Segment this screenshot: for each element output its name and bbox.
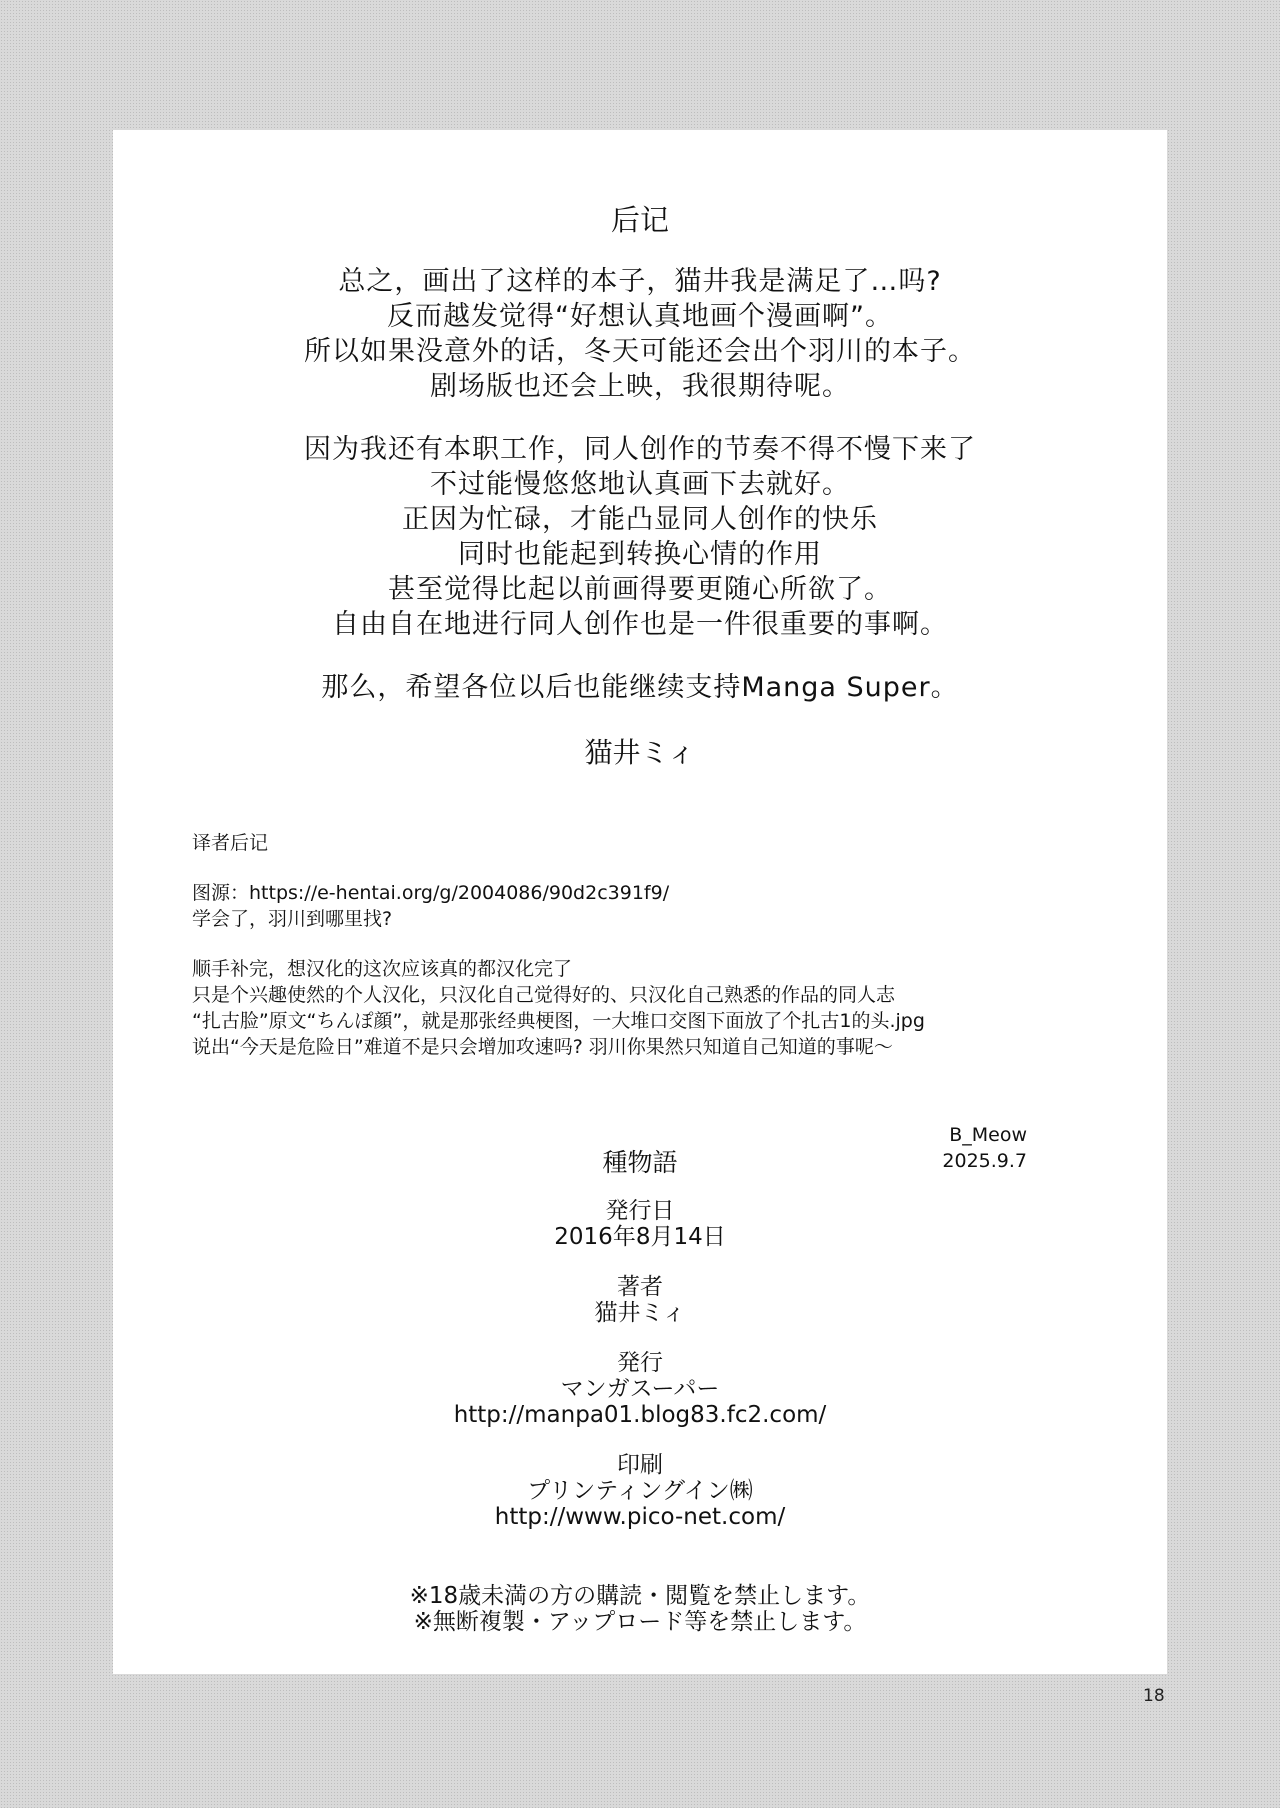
colophon-label: 著者 bbox=[617, 1274, 663, 1300]
page bbox=[113, 130, 1167, 1674]
text-line: 不过能慢悠悠地认真画下去就好。 bbox=[430, 469, 850, 500]
text-line: “扎古脸”原文“ちんぽ顔”，就是那张经典梗图，一大堆口交图下面放了个扎古1的头.jpg bbox=[192, 1010, 925, 1032]
translator-notes bbox=[192, 830, 1092, 1084]
text-line: 说出“今天是危险日”难道不是只会增加攻速吗? 羽川你果然只知道自己知道的事呢～ bbox=[192, 1036, 893, 1058]
text-line: 学会了，羽川到哪里找? bbox=[192, 908, 393, 930]
colophon-label: 発行 bbox=[617, 1350, 663, 1376]
text-line: 顺手补完，想汉化的这次应该真的都汉化完了 bbox=[192, 958, 573, 980]
afterword-paragraph-2 bbox=[113, 432, 1167, 642]
colophon-value: マンガスーパー bbox=[560, 1376, 720, 1402]
colophon-label: 印刷 bbox=[617, 1452, 663, 1478]
author-signature: 猫井ミィ bbox=[584, 736, 696, 769]
text-line: 总之，画出了这样的本子，猫井我是满足了…吗? bbox=[338, 266, 942, 297]
translator-name: B_Meow bbox=[949, 1124, 1027, 1146]
text-line: 正因为忙碌，才能凸显同人创作的快乐 bbox=[402, 504, 878, 535]
colophon-title: 種物語 bbox=[602, 1148, 678, 1177]
text-line: 只是个兴趣使然的个人汉化，只汉化自己觉得好的、只汉化自己熟悉的作品的同人志 bbox=[192, 984, 896, 1006]
afterword-paragraph-3 bbox=[113, 670, 1167, 705]
legal-notice bbox=[113, 1583, 1167, 1635]
notice-line: ※18歳未満の方の購読・閲覧を禁止します。 bbox=[409, 1583, 871, 1609]
colophon bbox=[113, 1150, 1167, 1554]
notice-line: ※無断複製・アップロード等を禁止します。 bbox=[413, 1609, 867, 1635]
colophon-value: 猫井ミィ bbox=[594, 1300, 686, 1326]
colophon-author bbox=[113, 1274, 1167, 1326]
colophon-url: http://manpa01.blog83.fc2.com/ bbox=[453, 1402, 827, 1428]
translator-notes-paragraph-1 bbox=[192, 880, 1092, 932]
afterword-paragraph-1 bbox=[113, 264, 1167, 404]
colophon-printer bbox=[113, 1452, 1167, 1530]
colophon-value: 2016年8月14日 bbox=[554, 1224, 726, 1250]
text-line: 同时也能起到转换心情的作用 bbox=[458, 539, 822, 570]
colophon-label: 発行日 bbox=[605, 1198, 675, 1224]
text-line: 所以如果没意外的话，冬天可能还会出个羽川的本子。 bbox=[304, 336, 976, 367]
text-line: 反而越发觉得“好想认真地画个漫画啊”。 bbox=[387, 301, 893, 332]
text-line: 自由自在地进行同人创作也是一件很重要的事啊。 bbox=[332, 609, 948, 640]
colophon-value: プリンティングイン㈱ bbox=[527, 1478, 753, 1504]
text-line: 因为我还有本职工作，同人创作的节奏不得不慢下来了 bbox=[304, 434, 976, 465]
text-line: 那么，希望各位以后也能继续支持Manga Super。 bbox=[321, 672, 959, 703]
colophon-publish-date bbox=[113, 1198, 1167, 1250]
source-line: 图源：https://e-hentai.org/g/2004086/90d2c391f9/ bbox=[192, 882, 670, 904]
translator-notes-paragraph-2 bbox=[192, 956, 1092, 1060]
page-number: 18 bbox=[1143, 1686, 1165, 1706]
translator-date: 2025.9.7 bbox=[942, 1150, 1027, 1172]
text-line: 甚至觉得比起以前画得要更随心所欲了。 bbox=[388, 574, 892, 605]
afterword bbox=[113, 200, 1167, 773]
text-line: 剧场版也还会上映，我很期待呢。 bbox=[430, 371, 850, 402]
afterword-title: 后记 bbox=[610, 203, 669, 237]
colophon-publisher bbox=[113, 1350, 1167, 1428]
translator-notes-title: 译者后记 bbox=[192, 832, 269, 854]
colophon-url: http://www.pico-net.com/ bbox=[494, 1504, 786, 1530]
